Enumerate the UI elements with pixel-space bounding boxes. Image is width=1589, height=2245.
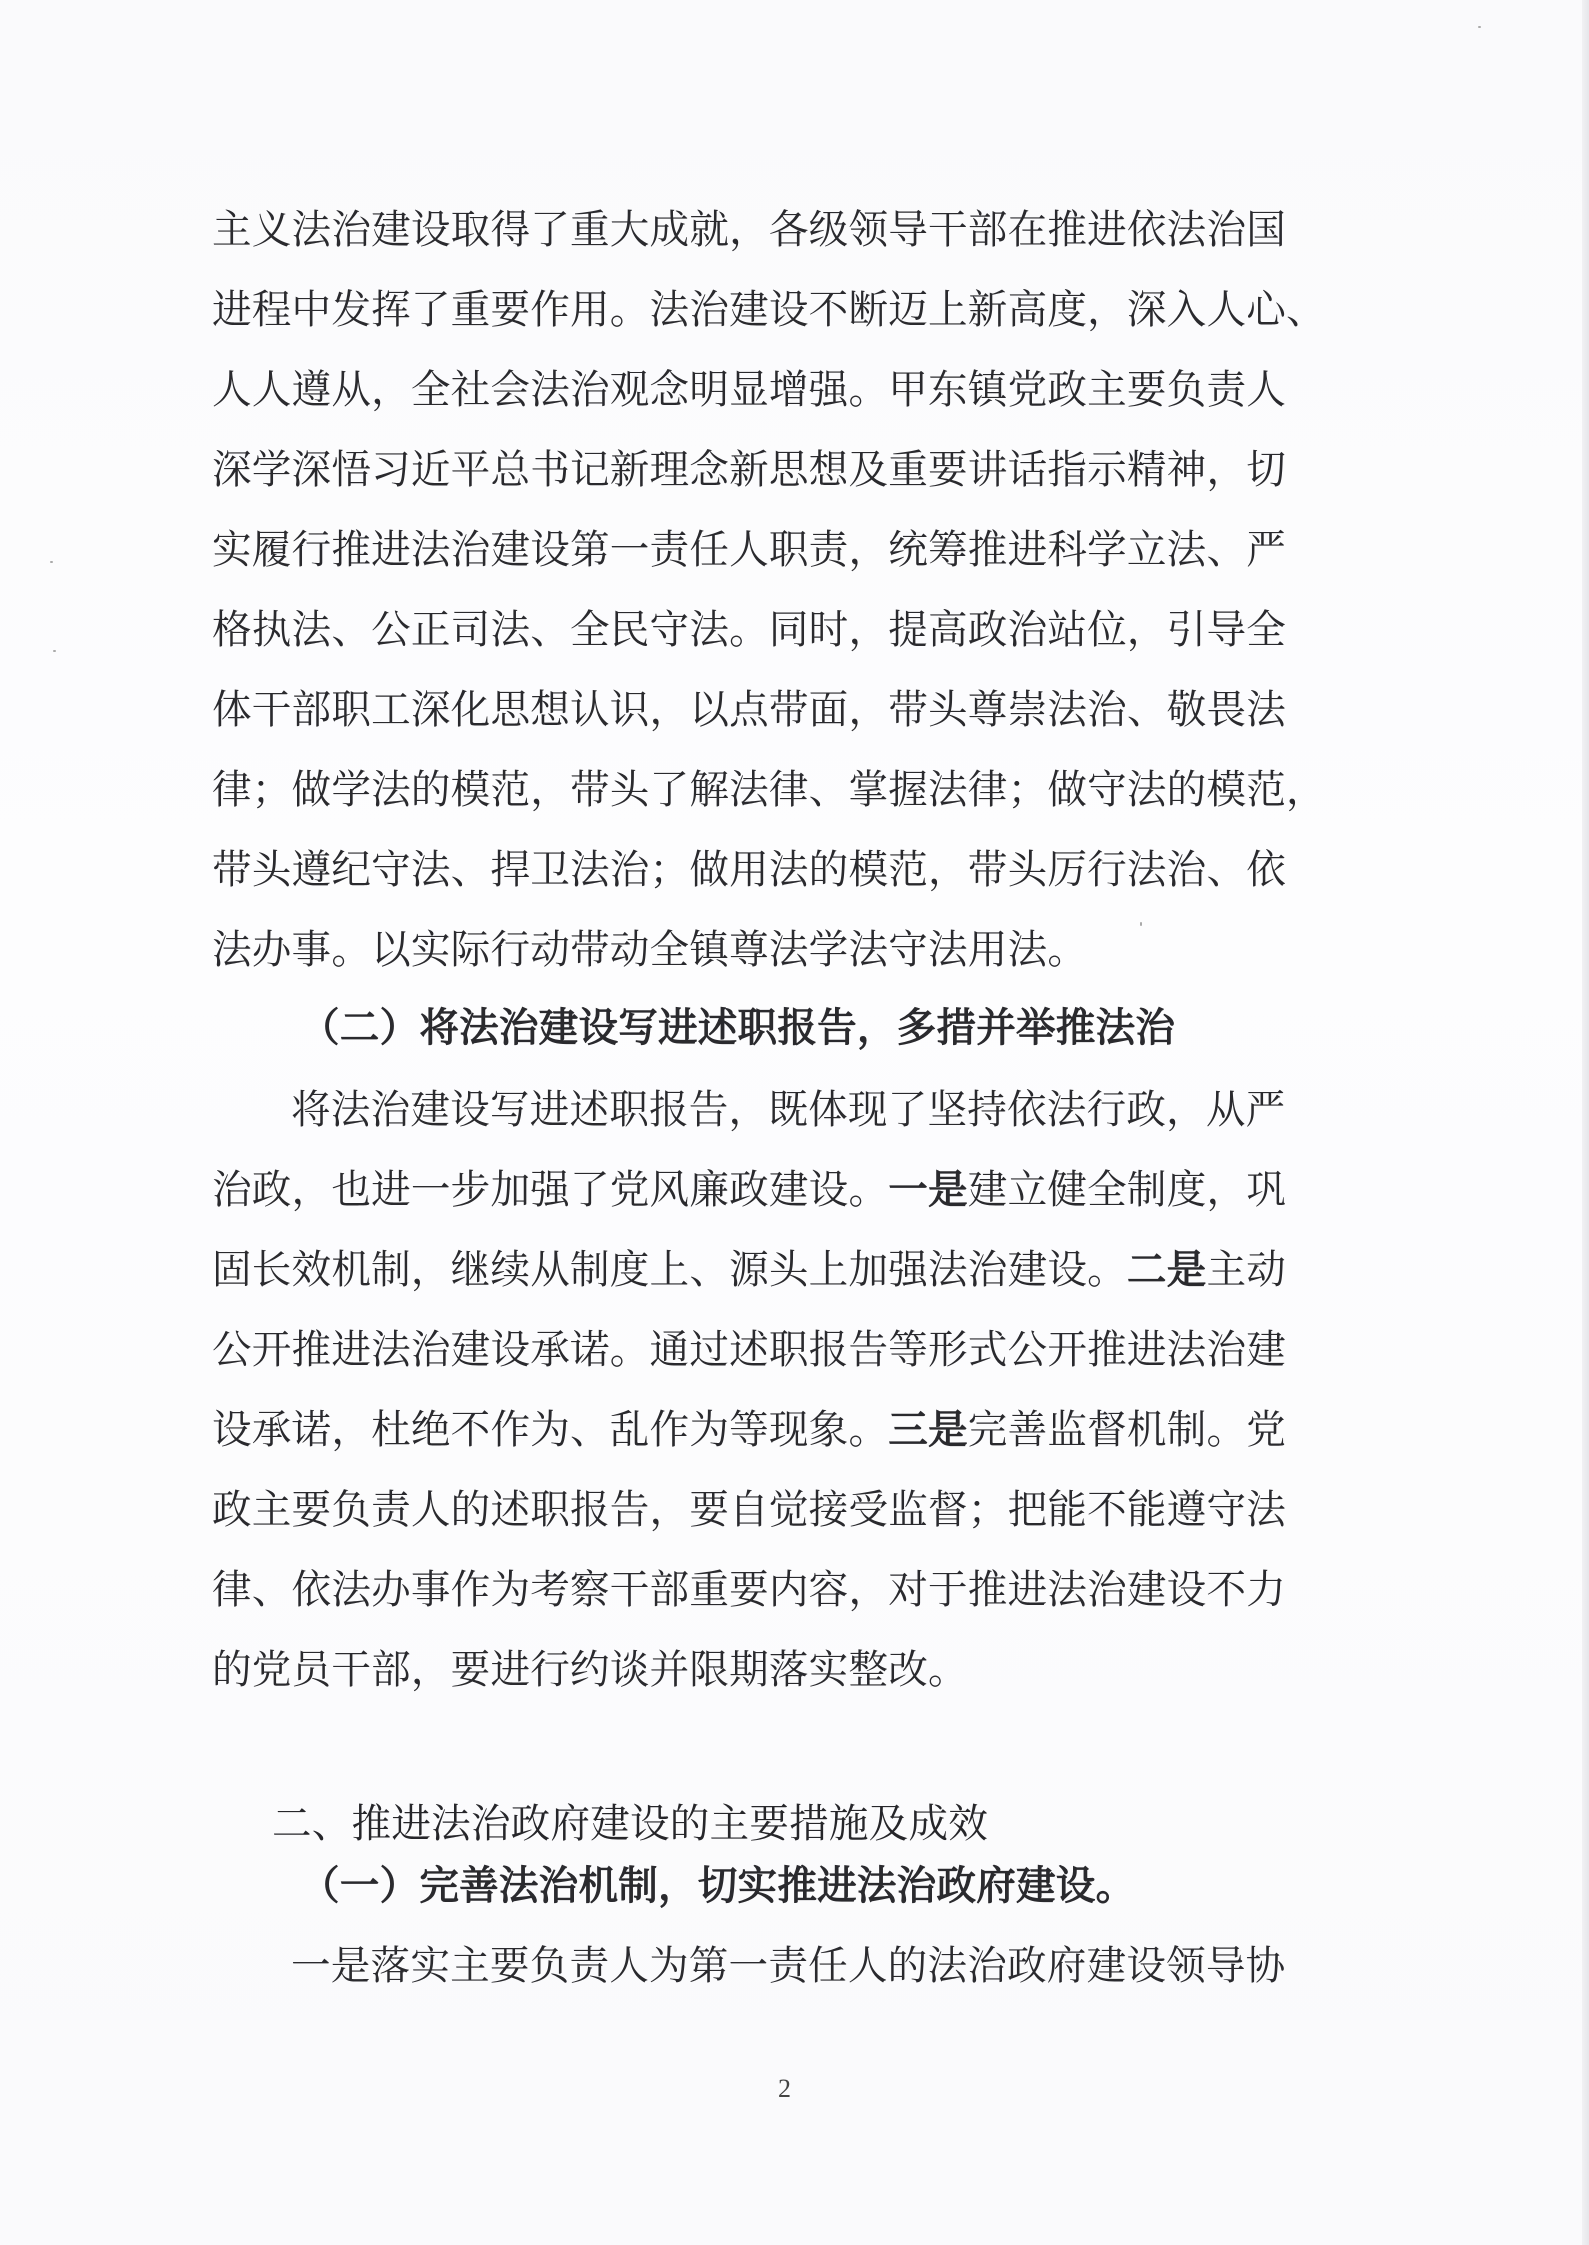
body-text-line: 实履行推进法治建设第一责任人职责，统筹推进科学立法、严	[212, 527, 1287, 573]
scan-speck	[53, 650, 56, 652]
body-text-line: 一是落实主要负责人为第一责任人的法治政府建设领导协	[291, 1943, 1286, 1989]
text-run: 固长效机制，继续从制度上、源头上加强法治建设。	[212, 1247, 1127, 1293]
body-text-line	[212, 1246, 1372, 1294]
body-text-line: 律；做学法的模范，带头了解法律、掌握法律；做守法的模范，	[212, 767, 1326, 813]
body-text-line: 进程中发挥了重要作用。法治建设不断迈上新高度，深入人心、	[212, 287, 1326, 333]
subheading: （一）完善法治机制，切实推进法治政府建设。	[300, 1863, 1136, 1909]
scan-speck	[1140, 922, 1142, 926]
body-text-line: 人人遵从，全社会法治观念明显增强。甲东镇党政主要负责人	[212, 367, 1287, 413]
subheading: （二）将法治建设写进述职报告，多措并举推法治	[300, 1005, 1176, 1051]
text-run: 建立健全制度，巩	[967, 1167, 1287, 1213]
emphasis-marker: 二是	[1126, 1247, 1207, 1293]
emphasis-marker: 三是	[888, 1407, 968, 1453]
text-run: 治政，也进一步加强了党风廉政建设。	[212, 1167, 889, 1213]
scan-speck	[50, 561, 53, 563]
body-text-line: 法办事。以实际行动带动全镇尊法学法守法用法。	[212, 927, 1088, 973]
text-run: 完善监督机制。党	[967, 1407, 1287, 1453]
emphasis-marker: 一是	[888, 1167, 968, 1213]
body-text-line: 的党员干部，要进行约谈并限期落实整改。	[212, 1647, 968, 1693]
scan-speck	[1478, 26, 1481, 28]
body-text-line: 律、依法办事作为考察干部重要内容，对于推进法治建设不力	[212, 1567, 1287, 1613]
body-text-line: 主义法治建设取得了重大成就，各级领导干部在推进依法治国	[212, 207, 1287, 253]
body-text-line: 公开推进法治建设承诺。通过述职报告等形式公开推进法治建	[212, 1327, 1287, 1373]
body-text-line: 格执法、公正司法、全民守法。同时，提高政治站位，引导全	[212, 607, 1287, 653]
body-text-line	[212, 1166, 1372, 1214]
text-run: 主动	[1206, 1247, 1287, 1293]
scan-edge-shadow	[1582, 0, 1589, 2245]
body-text-line	[212, 1406, 1372, 1454]
body-text-line: 政主要负责人的述职报告，要自觉接受监督；把能不能遵守法	[212, 1487, 1287, 1533]
page-number: 2	[778, 2074, 791, 2103]
body-text-line: 将法治建设写进述职报告，既体现了坚持依法行政，从严	[291, 1087, 1286, 1133]
body-text-line: 深学深悟习近平总书记新理念新思想及重要讲话指示精神，切	[212, 447, 1287, 493]
body-text-line: 带头遵纪守法、捍卫法治；做用法的模范，带头厉行法治、依	[212, 847, 1287, 893]
text-run: 设承诺，杜绝不作为、乱作为等现象。	[212, 1407, 889, 1453]
section-heading: 二、推进法治政府建设的主要措施及成效	[272, 1801, 989, 1847]
body-text-line: 体干部职工深化思想认识，以点带面，带头尊崇法治、敬畏法	[212, 687, 1287, 733]
